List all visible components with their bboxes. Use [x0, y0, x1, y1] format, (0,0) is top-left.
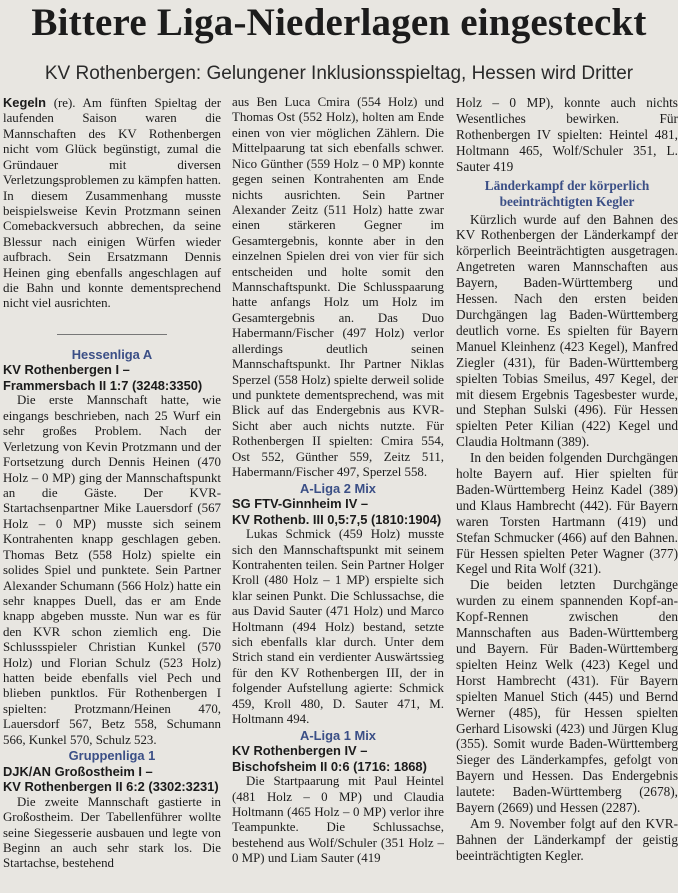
match-line: KV Rothenbergen I – [3, 362, 130, 378]
subheadline: KV Rothenbergen: Gelungener Inklusionsspieltag, Hessen wird Dritter [44, 63, 634, 84]
body-paragraph: Lukas Schmick (459 Holz) musste sich den Mannschaftspunkt mit seinem Kontrahenten teilen. Sein Partner Holger Kroll (480 Holz – 1 MP) erspielte sich klar seinen Punkt. Die Schlussachse, die aus David Sauter (471 Holz) und Marco Holtmann (494 Holz) bestand, setzte sich ebenfalls klar durch. Unter dem Strich stand ein verdienter Auswärtssieg für den KV Rothenbergen III, der in folgender Aufstellung agierte: Schmick 459, Kroll 480, D. Sauter 471, M. Holtmann 494. [232, 527, 444, 727]
match-line: KV Rothenbergen IV – [232, 743, 368, 759]
match-line: DJK/AN Großostheim I – [3, 763, 153, 779]
section-heading-laenderkampf: Länderkampf der körperlich beeinträchtigten Kegler [484, 177, 650, 209]
body-paragraph: In den beiden folgenden Durchgängen holte Bayern auf. Hier spielten für Baden-Württemberg Heinz Kadel (389) und Klaus Hambrecht (442). Für Bayern waren Torsten Hartmann (419) und Stefan Schmucker (466) auf den Bahnen. Für Hessen spielten Peter Wagner (377) Kegel und Rita Wolf (321). [456, 450, 678, 577]
body-paragraph: Die Startpaarung mit Paul Heintel (481 Holz – 0 MP) und Claudia Holtmann (465 Holz – 0 MP) verlor ihre Teampunkte. Die Schlussachse, bestehend aus Wolf/Schuler (351 Holz – 0 MP) und Liam Sauter (419 [232, 774, 444, 866]
match-result: Bischofsheim II 0:6 (1716: 1868) [232, 758, 427, 774]
body-paragraph: Die beiden letzten Durchgänge wurden zu einem spannenden Kopf-an-Kopf-Rennen zwischen den Mannschaften aus Baden-Württemberg und Bayern. Für Baden-Württemberg spielten Heinz Welk (423) Kegel und Horst Hambrecht (431). Für Bayern spielten Manuel Stich (445) und Bernd Werner (485), für Hessen spielten Gerhard Lisowski (423) und Jürgen Klug (355). Somit wurde Baden-Württemberg Sieger des Länderkampfes, gefolgt von Bayern und Hessen. Das Endergebnis lautete: Baden-Württemberg (2678), Bayern (2669) und Hessen (2287). [456, 577, 678, 816]
divider [57, 334, 167, 335]
league-heading-a-liga-2: A-Liga 2 Mix [300, 480, 376, 496]
league-heading-hessenliga: Hessenliga A [71, 346, 153, 362]
body-paragraph: Holz – 0 MP), konnte auch nichts Wesentliches bewirken. Für Rothenbergen IV spielten: Heintel 481, Holtmann 465, Wolf/Schuler 351, L. Sauter 419 [456, 95, 678, 174]
match-result: KV Rothenbergen II 6:2 (3302:3231) [3, 779, 219, 795]
kicker: Kegeln [3, 95, 46, 110]
match-line: SG FTV-Ginnheim IV – [232, 496, 369, 512]
league-heading-a-liga-1: A-Liga 1 Mix [300, 727, 376, 743]
body-paragraph: Die erste Mannschaft hatte, wie eingangs beschrieben, nach 25 Wurf ein sehr großes Problem. Nach der Verletzung von Kevin Protzmann und der Fortsetzung durch Dennis Heinen (470 Holz – 0 MP) ging der Mannschaftspunkt an die Gäste. Der KVR-Startachsenpartner Mike Lauersdorf (567 Holz – 0 MP) musste sich seinem Kontrahenten knapp geschlagen geben. Thomas Betz (558 Holz) spielte ein solides Spiel und punktete. Sein Partner Alexander Schumann (566 Holz) hatte ein sehr knappes Duell, das er am Ende knapp abgeben musste. Nun war es für den KVR schon ziemlich eng. Die Schlussspieler Christian Kunkel (570 Holz) und Florian Schulz (523 Holz) hatten beide ebenfalls viel Pech und blieben punktlos. Für Rothenbergen I spielten: Protzmann/Heinen 470, Lauersdorf 567, Betz 558, Schumann 566, Kunkel 570, Schulz 523. [3, 393, 221, 747]
lead-text: (re). Am fünften Spieltag der laufenden Saison waren die Mannschaften des KV Rothenbergen nicht vom Glück begünstigt, zumal die Gründauer mit diversen Verletzungsproblemen zu kämpfen hatten. In diesem Zusammenhang musste beispielsweise Kevin Protzmann seinen Comebackversuch abbrechen, da seine Blessur nach einigen Würfen wieder aufbrach. Sein Ersatzmann Dennis Heinen ging ebenfalls angeschlagen auf die Bahn und konnte dementsprechend nicht viel ausrichten. [3, 96, 221, 311]
column-2 [232, 95, 444, 867]
headline: Bittere Liga-Niederlagen eingesteckt [31, 1, 647, 44]
body-paragraph: aus Ben Luca Cmira (554 Holz) und Thomas Ost (552 Holz), holten am Ende einen von vier möglichen Zählern. Die Mittelpaarung tat sich ebenfalls schwer. Nico Günther (559 Holz – 0 MP) konnte gegen seinen Kontrahenten am Ende nichts ausrichten. Sein Partner Alexander Zeitz (511 Holz) hatte zwar einen stärkeren Gegner im Gesamtergebnis, konnte aber in den einzelnen Spielen drei von vier für sich entscheiden und holte somit den Mannschaftspunkt. Die Schlusspaarung hatte anfangs Holz um Holz im Gesamtergebnis an. Das Duo Habermann/Fischer (497 Holz) verlor allerdings deutlich seinen Mannschaftspunkt. Ihr Partner Niklas Sperzel (558 Holz) spielte derweil solide und punktete dementsprechend, was mit Blick auf das Endergebnis aus KVR-Sicht aber auch nichts nutzte. Für Rothenbergen II spielten: Cmira 554, Ost 552, Günther 559, Zeitz 511, Habermann/Fischer 497, Sperzel 558. [232, 95, 444, 480]
match-result: Frammersbach II 1:7 (3248:3350) [3, 377, 203, 393]
column-3 [456, 95, 678, 864]
lead-paragraph [3, 95, 221, 312]
column-1 [3, 95, 221, 872]
league-heading-gruppenliga: Gruppenliga 1 [68, 748, 156, 764]
body-paragraph: Am 9. November folgt auf den KVR-Bahnen der Länderkampf der geistig beeinträchtigten Kegler. [456, 815, 678, 863]
body-paragraph: Die zweite Mannschaft gastierte in Großostheim. Der Tabellenführer wollte seine Siegesserie ausbauen und legte von Beginn an auch sehr stark los. Die Startachse, bestehend [3, 794, 221, 871]
body-paragraph: Kürzlich wurde auf den Bahnen des KV Rothenbergen der Länderkampf der körperlich Beeinträchtigten ausgetragen. Angetreten waren Mannschaften aus Bayern, Baden-Württemberg und Hessen. Nach den ersten beiden Durchgängen lag Baden-Württemberg deutlich vorne. Es spielten für Bayern Manuel Kleinhenz (423 Kegel), Manfred Ziegler (431), für Baden-Württemberg spielten Tobias Smeilus, 497 Kegel, der mit diesem Ergebnis Tagesbester wurde, und Stephan Sulski (496). Für Hessen spielten Peter Kilian (422) Kegel und Claudia Holtmann (389). [456, 211, 678, 450]
match-result: KV Rothenb. III 0,5:7,5 (1810:1904) [232, 511, 442, 527]
